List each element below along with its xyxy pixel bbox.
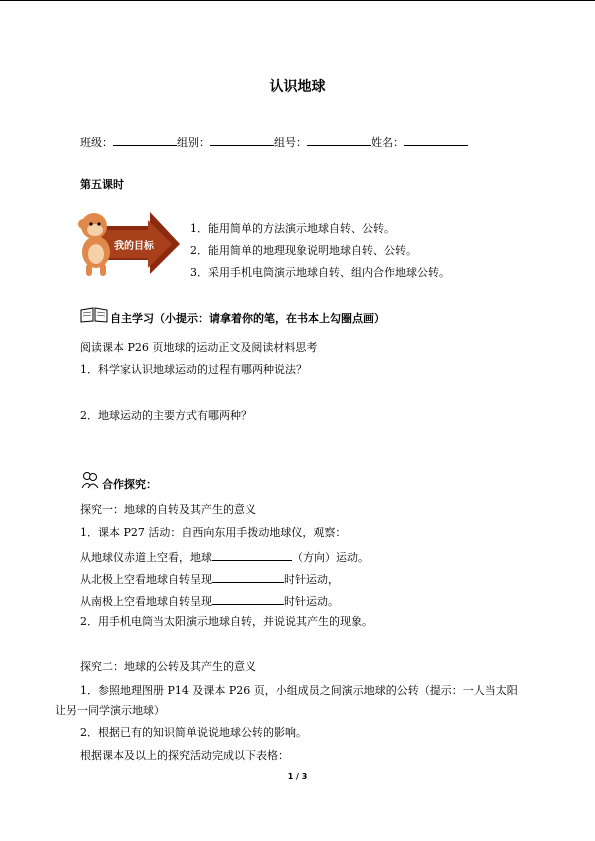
page-title: 认识地球 [269, 79, 326, 95]
goal-item-3: 3．采用手机电筒演示地球自转、组内合作地球公转。 [190, 266, 450, 279]
south-pole-blank[interactable] [212, 593, 284, 605]
self-study-question-1: 1．科学家认识地球运动的过程有哪两种说法？ [80, 363, 307, 376]
explore2-item-1-cont: 让另一同学演示地球） [55, 704, 165, 717]
explore1-line3-suffix: 时针运动。 [284, 595, 339, 608]
page-number: 1 / 3 [287, 772, 308, 781]
explore1-line1-text: 从地球仪赤道上空看，地球 [80, 551, 212, 564]
top-border-line [0, 0, 595, 1]
explore1-item-2: 2．用手机电筒当太阳演示地球自转，并说说其产生的现象。 [80, 615, 373, 628]
class-label: 班级： [80, 136, 113, 149]
self-study-question-2: 2．地球运动的主要方式有哪两种？ [80, 409, 252, 422]
group-label: 组别： [177, 136, 210, 149]
explore2-item-3: 根据课本及以上的探究活动完成以下表格： [80, 749, 289, 762]
open-book-icon [80, 307, 108, 323]
explore1-title: 探究一：地球的自转及其产生的意义 [80, 503, 256, 516]
explore1-line-2 [80, 571, 339, 587]
explore1-line1-suffix: （方向）运动。 [292, 551, 369, 564]
goal-item-1: 1．能用简单的方法演示地球自转、公转。 [190, 222, 395, 235]
class-blank[interactable] [113, 134, 177, 146]
group-no-blank[interactable] [307, 134, 371, 146]
explore1-line3-text: 从南极上空看地球自转呈现 [80, 595, 212, 608]
explore2-title: 探究二：地球的公转及其产生的意义 [80, 660, 256, 673]
student-info-line [80, 134, 468, 150]
self-study-intro: 阅读课本 P26 页地球的运动正文及阅读材料思考 [80, 341, 318, 354]
explore2-item-2: 2．根据已有的知识简单说说地球公转的影响。 [80, 726, 307, 739]
group-people-icon [80, 470, 100, 490]
explore1-line-1 [80, 549, 369, 565]
goals-badge-label: 我的目标 [114, 241, 154, 252]
name-label: 姓名： [371, 136, 404, 149]
goal-item-2: 2．能用简单的地理现象说明地球自转、公转。 [190, 244, 417, 257]
cooperation-heading: 合作探究： [102, 478, 157, 491]
north-pole-blank[interactable] [212, 571, 284, 583]
explore2-item-1: 1．参照地理图册 P14 及课本 P26 页，小组成员之间演示地球的公转（提示：一人当太阳 [80, 684, 518, 697]
name-blank[interactable] [404, 134, 468, 146]
explore1-item-1: 1．课本 P27 活动：自西向东用手拨动地球仪，观察： [80, 526, 347, 539]
direction-blank[interactable] [212, 549, 292, 561]
explore1-line2-text: 从北极上空看地球自转呈现 [80, 573, 212, 586]
explore1-line2-suffix: 时针运动， [284, 573, 339, 586]
group-blank[interactable] [210, 134, 274, 146]
group-no-label: 组号： [274, 136, 307, 149]
explore1-line-3 [80, 593, 339, 609]
lesson-heading: 第五课时 [80, 178, 124, 191]
goals-badge [72, 208, 182, 278]
self-study-heading: 自主学习（小提示：请拿着你的笔，在书本上勾圈点画） [110, 312, 385, 325]
